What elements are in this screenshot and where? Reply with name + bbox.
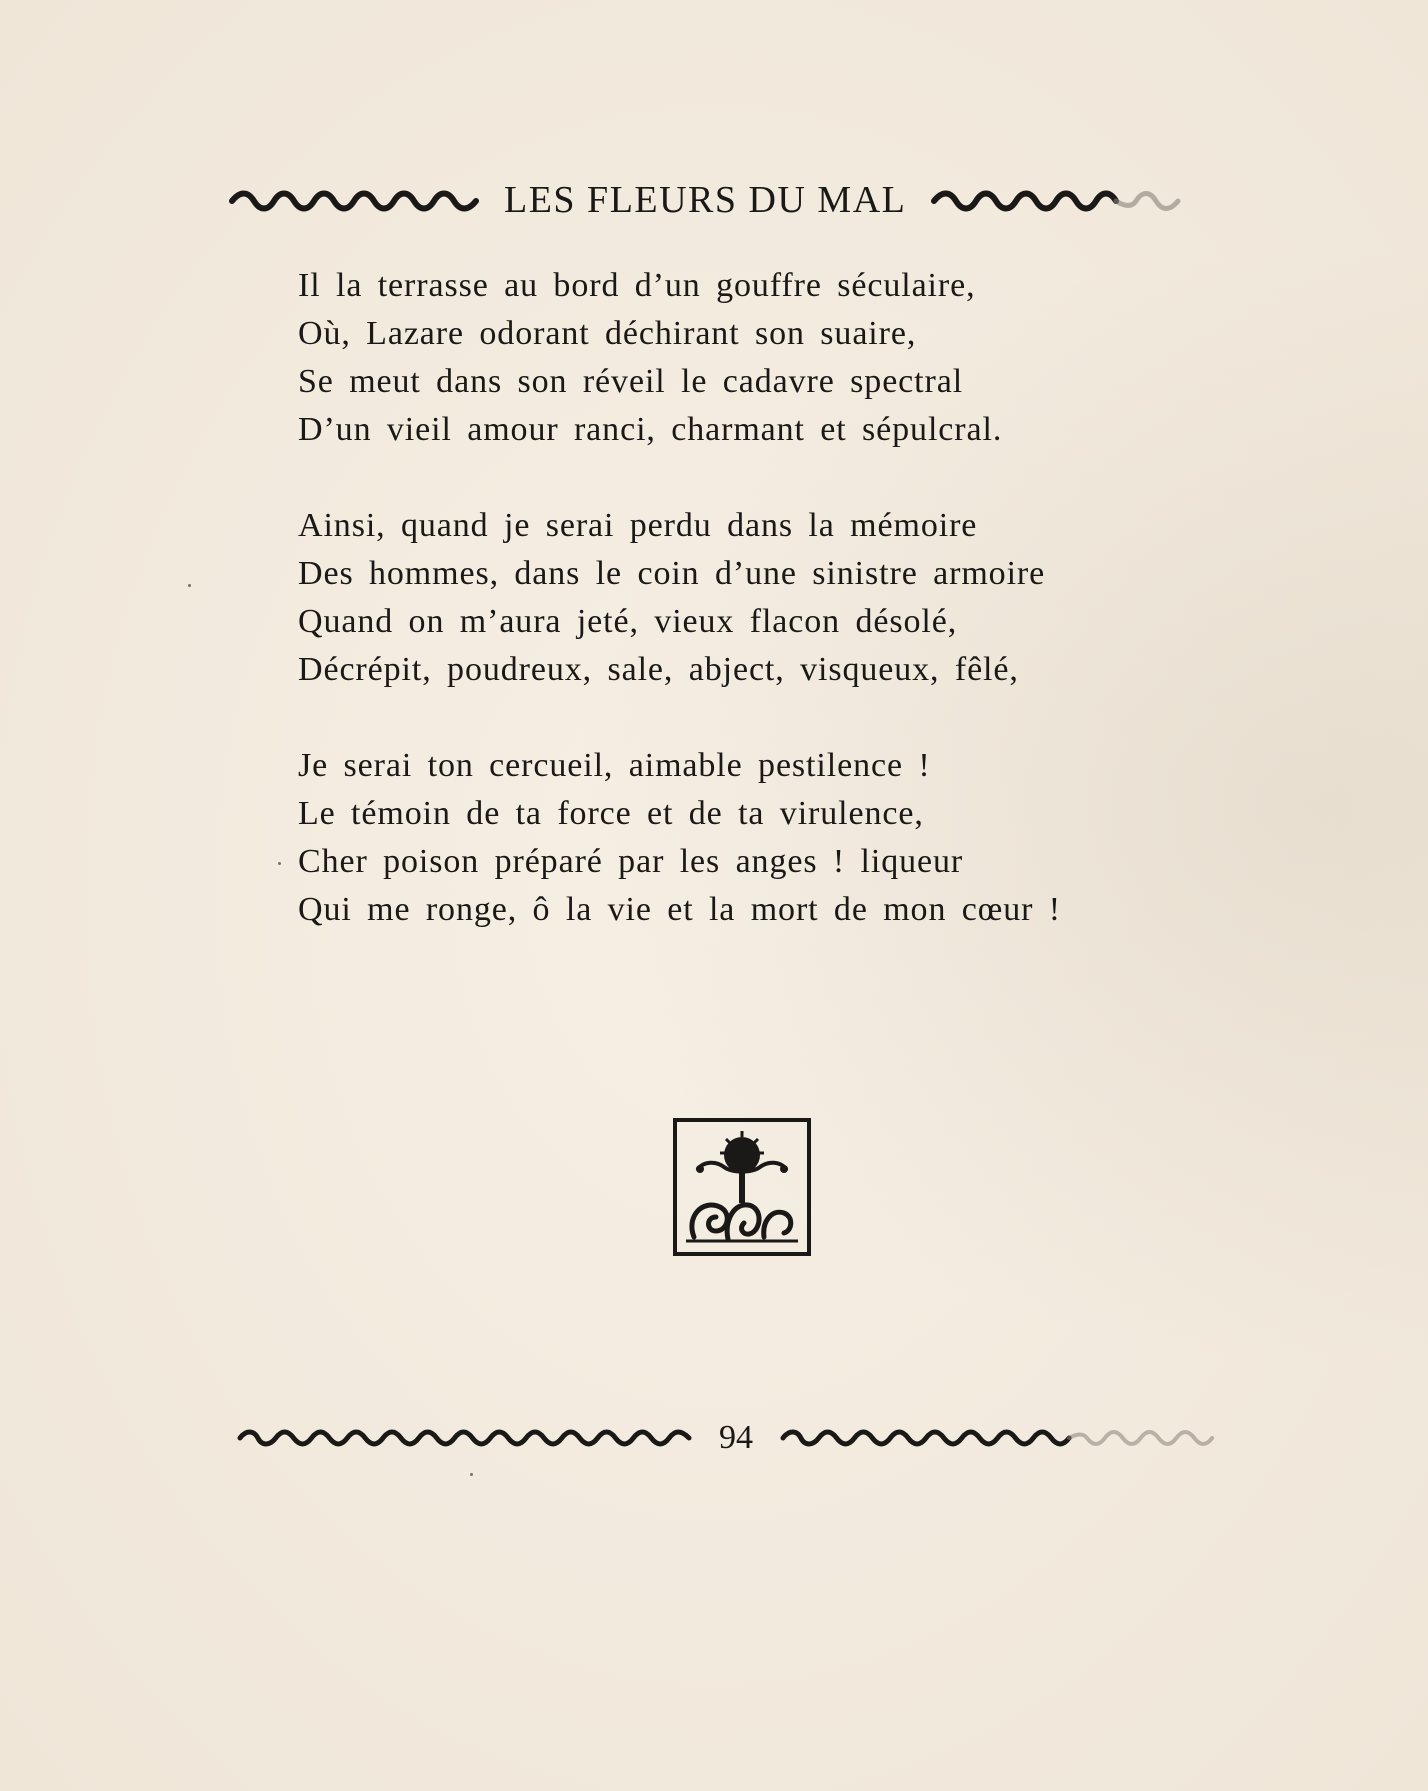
- verse-line: Le témoin de ta force et de ta virulence,: [298, 795, 924, 832]
- wave-ornament-right-icon: [930, 185, 1182, 215]
- poem-body: [298, 262, 1198, 982]
- page-number: 94: [719, 1419, 753, 1456]
- wave-ornament-left-icon: [236, 1427, 693, 1449]
- paper-speck: [470, 1473, 473, 1476]
- stanza: [298, 742, 1198, 934]
- verse-line: Quand on m’aura jeté, vieux flacon désolé,: [298, 603, 958, 640]
- verse-line: D’un vieil amour ranci, charmant et sépulcral.: [298, 411, 1003, 448]
- verse-line: Se meut dans son réveil le cadavre spectral: [298, 363, 964, 400]
- verse-line: Décrépit, poudreux, sale, abject, visqueux, fêlé,: [298, 651, 1019, 688]
- verse-line: Où, Lazare odorant déchirant son suaire,: [298, 315, 917, 352]
- flower-vignette-icon: [672, 1117, 812, 1257]
- verse-line: Qui me ronge, ô la vie et la mort de mon cœur !: [298, 891, 1061, 928]
- running-title: LES FLEURS DU MAL: [504, 179, 907, 221]
- paper-speck: [188, 584, 191, 587]
- verse-line: Des hommes, dans le coin d’une sinistre armoire: [298, 555, 1046, 592]
- footer: [236, 1420, 1236, 1456]
- verse-line: Il la terrasse au bord d’un gouffre séculaire,: [298, 267, 976, 304]
- verse-line: Je serai ton cercueil, aimable pestilence !: [298, 747, 931, 784]
- verse-line: Ainsi, quand je serai perdu dans la mémoire: [298, 507, 978, 544]
- wave-ornament-right-icon: [779, 1427, 1236, 1449]
- verse-line: Cher poison préparé par les anges ! liqueur: [298, 843, 964, 880]
- stanza: [298, 262, 1198, 454]
- wave-ornament-left-icon: [228, 185, 480, 215]
- running-header: [228, 172, 1248, 228]
- stanza: [298, 502, 1198, 694]
- paper-speck: [278, 862, 281, 865]
